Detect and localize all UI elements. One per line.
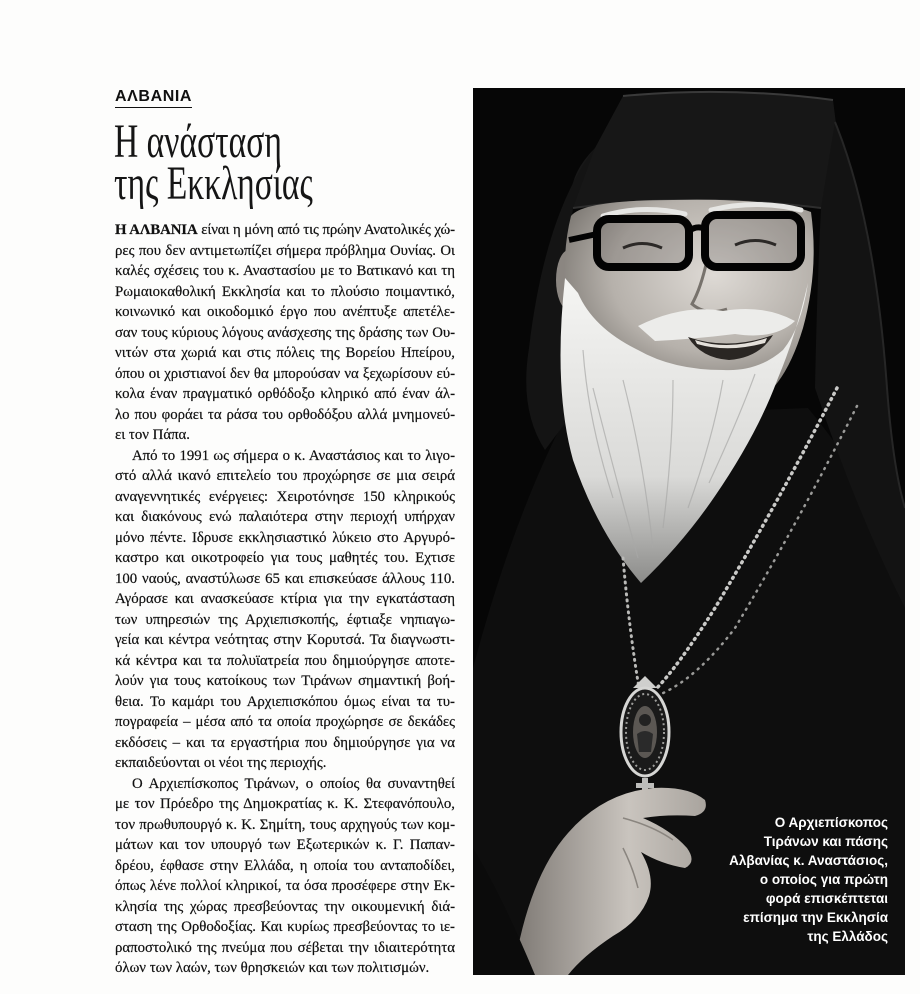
- caption-line: Τιράνων και πάσης: [763, 834, 888, 849]
- glasses: [569, 215, 801, 267]
- body-line: με τον Πρόεδρο της Δημοκρατίας κ. Κ. Στεφανόπουλο,: [115, 796, 455, 812]
- body-line: κλησία της χώρας πρεσβεύοντας την οικουμενική διά-: [115, 898, 455, 915]
- body-line: Από το 1991 ως σήμερα ο κ. Αναστάσιος και το λιγο-: [132, 447, 455, 464]
- photo-caption: [729, 813, 888, 946]
- body-line: καλές σχέσεις του κ. Αναστασίου με το Βατικανό και τη: [115, 263, 455, 279]
- body-line: δρέου, έφθασε στην Ελλάδα, η οποία του ανταποδίδει,: [115, 857, 455, 874]
- body-line: κολα έναν πραγματικό ορθόδοξο κληρικό από έναν άλ-: [115, 386, 455, 402]
- body-line: γεία και κέντρα νεότητας στην Κορυτσά. Τα διαγνωστι-: [115, 632, 455, 648]
- body-line: όπως λένε πολλοί κληρικοί, τα όσα προσέφερε στην Εκ-: [115, 878, 455, 894]
- caption-line: της Ελλάδος: [807, 929, 888, 944]
- caption-line: ο οποίος για πρώτη: [759, 872, 888, 887]
- body-line: Αγόρασε και ανασκεύασε κτίρια για την εγκατάσταση: [115, 591, 455, 607]
- body-line: λο που φοράει τα ράσα του ορθοδόξου αλλά μνημονεύ-: [115, 406, 455, 423]
- section-label: ΑΛΒΑΝΙΑ: [115, 88, 192, 108]
- body-line: των υπηρεσιών της Αρχιεπισκοπής, έφτιαξε νηπιαγω-: [115, 611, 455, 628]
- body-line: καστρο και οικοτροφείο για τους μαθητές του. Εχτισε: [115, 550, 455, 566]
- body-line: ρες που δεν αντιμετωπίζει σήμερα πρόβλημα Ουνίας. Οι: [115, 242, 455, 259]
- body-line: Ο Αρχιεπίσκοπος Τιράνων, ο οποίος θα συναντηθεί: [132, 775, 455, 792]
- caption-line: φορά επισκέπτεται: [765, 891, 888, 906]
- body-line: στό αλλά ικανό επιτελείο του προχώρησε σε μια σειρά: [115, 468, 455, 484]
- body-line: κά κέντρα και τα πολυϊατρεία που δημιούργησε αποτε-: [115, 652, 455, 669]
- body-line: αναγεννητικές ενέργειες: Χειροτόνησε 150 κληρικούς: [115, 488, 455, 505]
- body-line: μόνο πέντε. Ιδρυσε εκκλησιαστικό λύκειο στο Αργυρό-: [115, 529, 455, 546]
- body-line: Ρωμαιοκαθολική Εκκλησία και το πλούσιο ποιμαντικό,: [115, 283, 455, 300]
- body-line: 100 ναούς, αναστύλωσε 65 και επισκεύασε άλλους 110.: [115, 570, 455, 587]
- article-body: [115, 220, 455, 979]
- body-line: πογραφεία – μέσα από τα οποία προχώρησε σε δεκάδες: [115, 714, 455, 730]
- body-line: κοινωνικό και οικοδομικό έργο που ανέπτυξε απετέλε-: [115, 304, 455, 320]
- body-line: εκδόσεις – και τα εργαστήρια που δημιούργησε για να: [115, 734, 455, 751]
- archbishop-photo: [473, 88, 905, 975]
- caption-line: επίσημα την Εκκλησία: [743, 910, 888, 925]
- body-line: [115, 220, 455, 241]
- body-line: θεια. Το καμάρι του Αρχιεπισκόπου όμως είναι τα τυ-: [115, 693, 455, 710]
- body-line: ραποστολικό της πνεύμα που σέβεται την ιδιαιτερότητα: [115, 939, 455, 956]
- body-line: τον πρωθυπουργό κ. Κ. Σημίτη, τους αρχηγούς των κομ-: [115, 816, 455, 833]
- body-line-text: είναι η μόνη από τις πρώην Ανατολικές χώ-: [201, 222, 455, 238]
- body-line: μάτων και τον υπουργό των Εξωτερικών κ. Γ. Παπαν-: [115, 837, 455, 853]
- lead-in: Η ΑΛΒΑΝΙΑ: [115, 222, 198, 238]
- caption-line: Αλβανίας κ. Αναστάσιος,: [729, 853, 888, 868]
- body-line: εκπαιδεύονται οι νέοι της περιοχής.: [115, 755, 327, 771]
- headline-line-1-text: Η ανάσταση: [114, 115, 282, 168]
- body-line: ει τον Πάπα.: [115, 427, 190, 443]
- caption-line: Ο Αρχιεπίσκοπος: [774, 815, 888, 830]
- body-line: νιτών στα χωριά και στις πόλεις της Βορείου Ηπείρου,: [115, 345, 455, 361]
- body-paragraph: [115, 774, 455, 979]
- headline-line-2-text: της Εκκλησίας: [114, 157, 313, 210]
- body-paragraph: [115, 220, 455, 446]
- headline-line-2: [114, 157, 398, 210]
- body-paragraph: [115, 446, 455, 774]
- headline: [114, 115, 398, 210]
- body-line: και διακόνους ενώ παλαιότερα στην περιοχή υπήρχαν: [115, 509, 455, 525]
- body-line: όλων των λαών, των θρησκειών και των πολιτισμών.: [115, 960, 430, 976]
- body-line: σαν τους κύριους λόγους ανάσχεσης της δράσης των Ου-: [115, 324, 455, 341]
- body-line: λούν για τους κατοίκους των Τιράνων σημαντική βοή-: [115, 673, 455, 689]
- body-line: όπου οι χριστιανοί δεν θα μπορούσαν να ξεχωρίσουν εύ-: [115, 365, 455, 382]
- body-line: σταση της Ορθοδοξίας. Και κυρίως πρεσβεύοντας το ιε-: [115, 919, 455, 935]
